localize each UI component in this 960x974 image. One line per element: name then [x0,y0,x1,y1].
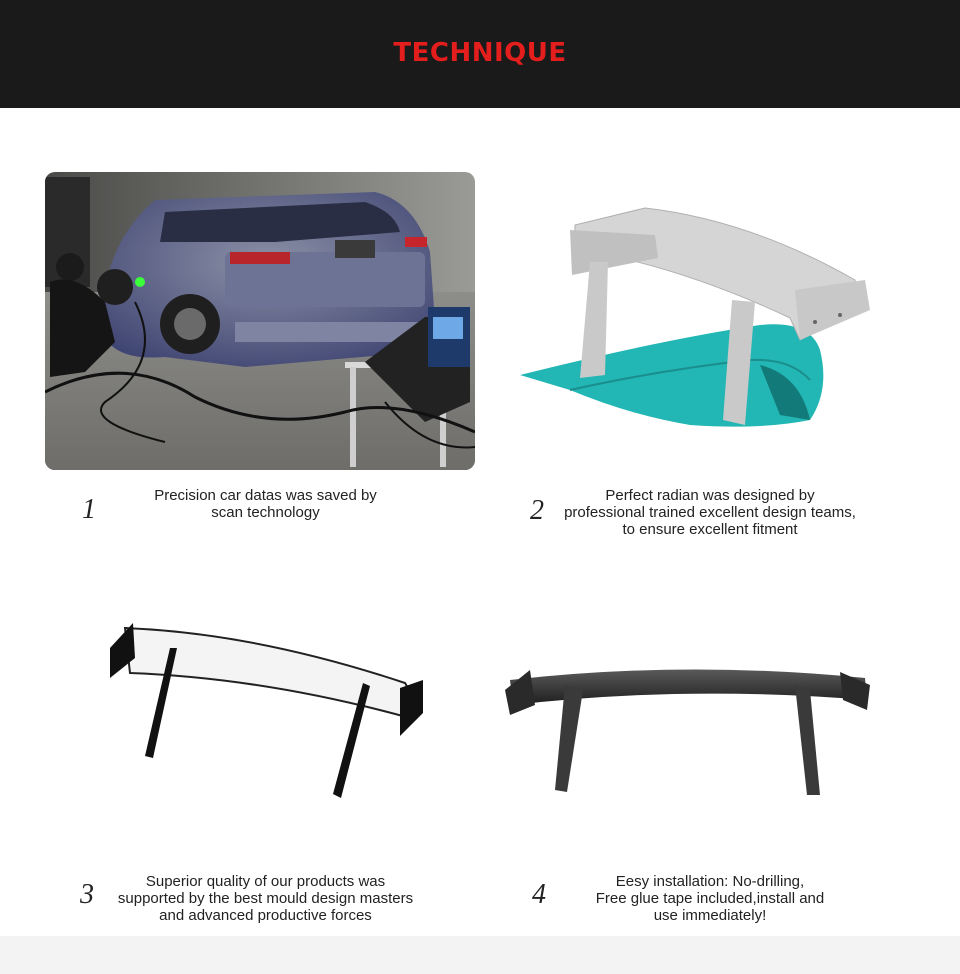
page-title: TECHNIQUE [393,38,567,68]
mould-render [105,618,430,803]
header-banner [0,0,960,108]
step-caption-3: Superior quality of our products was supported by the best mould design masters and advanced productive forces [117,873,414,924]
step-caption-2: Perfect radian was designed by professional trained excellent design teams, to ensure excellent fitment [564,487,856,538]
step-caption-1: Precision car datas was saved by scan technology [154,487,377,521]
scan-photo [45,172,475,470]
step-number-2: 2 [530,495,544,526]
carbon-wing-image [505,660,875,800]
design-render [510,200,880,440]
footer-band [0,936,960,974]
step-caption-4: Eesy installation: No-drilling, Free glue tape included,install and use immediately! [595,873,825,924]
step-number-1: 1 [82,494,96,525]
step-number-4: 4 [532,879,546,910]
step-number-3: 3 [80,879,94,910]
